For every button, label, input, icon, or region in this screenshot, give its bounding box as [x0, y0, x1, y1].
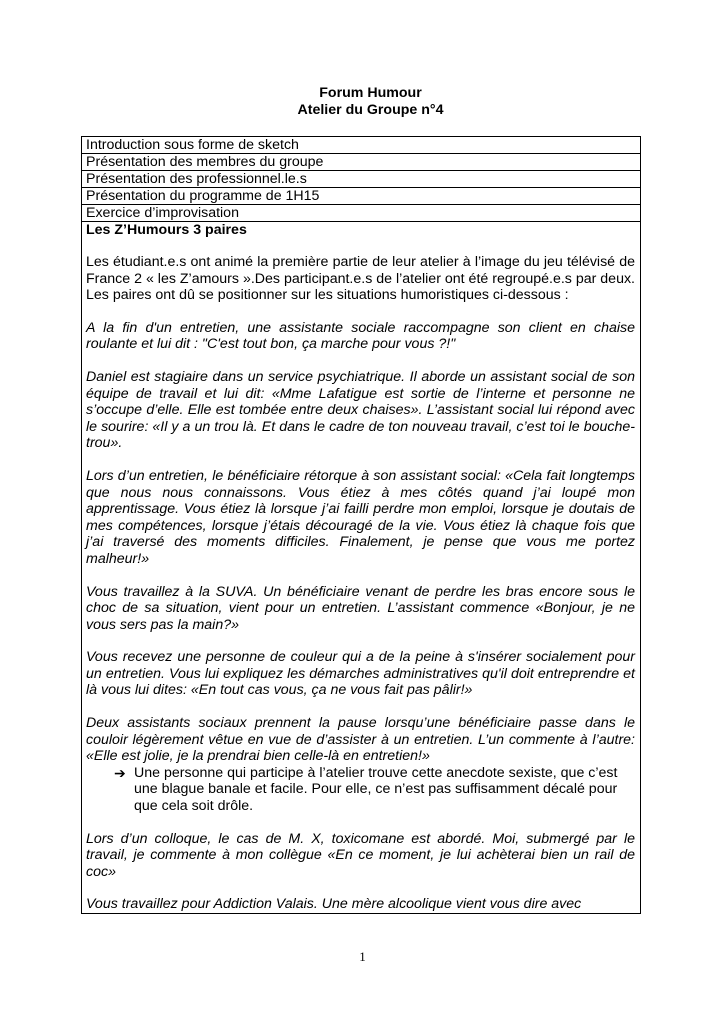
document-subtitle: Atelier du Groupe n°4 — [297, 102, 444, 118]
table-row — [82, 222, 641, 914]
program-row-2: Présentation des membres du groupe — [82, 154, 641, 171]
program-row-3: Présentation des professionnel.le.s — [82, 171, 641, 188]
program-row-5: Exercice d’improvisation — [82, 205, 641, 222]
table-row — [82, 188, 641, 205]
table-row — [82, 171, 641, 188]
section-heading: Les Z’Humours 3 paires — [86, 222, 247, 238]
situation-8-partial: Vous travaillez pour Addiction Valais. Une mère alcoolique vient vous dire avec — [86, 896, 582, 913]
program-row-4: Présentation du programme de 1H15 — [82, 188, 641, 205]
table-row — [82, 154, 641, 171]
situation-2: Daniel est stagiaire dans un service psychiatrique. Il aborde un assistant social de son équipe de travail et lui dit: «Mme Lafatigue est sortie de l’interne et personne ne s’occupe d’elle. Elle est tombée entre deux chaises». L’assistant social lui répond avec le sourire: «Il y a un trou là. Et dans le cadre de ton nouveau travail, c’est toi le bouche-trou». — [86, 368, 635, 452]
bullet-note — [114, 765, 635, 815]
document-title: Forum Humour — [319, 85, 422, 101]
situation-5: Vous recevez une personne de couleur qui a de la peine à s'insérer socialement pour un entretien. Vous lui expliquez les démarches administratives qu'il doit entreprendre et là vous lui dites: «En tout cas vous, ça ne vous fait pas pâlir!» — [86, 649, 635, 699]
table-row — [82, 205, 641, 222]
bullet-note-text: Une personne qui participe à l’atelier trouve cette anecdote sexiste, que c’est une blague banale et facile. Pour elle, ce n’est pas suffisamment décalé pour que cela soit drôle. — [134, 764, 618, 815]
program-table — [81, 136, 641, 914]
situation-1: A la fin d'un entretien, une assistante sociale raccompagne son client en chaise roulante et lui dit : "C'est tout bon, ça marche pour vous ?!" — [86, 319, 635, 353]
arrow-right-icon: ➔ — [114, 764, 126, 781]
program-row-1: Introduction sous forme de sketch — [82, 137, 641, 154]
page-number: 1 — [359, 949, 366, 964]
situation-4: Vous travaillez à la SUVA. Un bénéficiaire venant de perdre les bras encore sous le choc de sa situation, vient pour un entretien. L’assistant commence «Bonjour, je ne vous sers pas la main?» — [86, 583, 635, 633]
situation-7: Lors d’un colloque, le cas de M. X, toxicomane est abordé. Moi, submergé par le travail, je commente à mon collègue «En ce moment, je lui achèterai bien un rail de coc» — [86, 830, 635, 880]
table-row — [82, 137, 641, 154]
situation-6: Deux assistants sociaux prennent la pause lorsqu’une bénéficiaire passe dans le couloir légèrement vêtue en vue de d’assister à un entretien. L’un commente à l’autre: «Elle est jolie, je la prendrai bien celle-là en entretien!» — [86, 715, 635, 765]
main-content-cell — [82, 222, 641, 914]
situation-3: Lors d’un entretien, le bénéficiaire rétorque à son assistant social: «Cela fait longtemps que nous nous connaissons. Vous étiez à mes côtés quand j’ai loupé mon apprentissage. Vous étiez là lorsque j’ai failli perdre mon emploi, lorsque je doutais de mes compétences, lorsque j’étais découragé de la vie. Vous étiez là chaque fois que j’ai traversé des moments difficiles. Finalement, je pense que vous me portez malheur!» — [86, 467, 635, 567]
intro-paragraph: Les étudiant.e.s ont animé la première partie de leur atelier à l’image du jeu télévisé de France 2 « les Z’amours ».Des participant.e.s de l’atelier ont été regroupé.e.s par deux. Les paires ont dû se positionner sur les situations humoristiques ci-dessous : — [86, 254, 635, 304]
